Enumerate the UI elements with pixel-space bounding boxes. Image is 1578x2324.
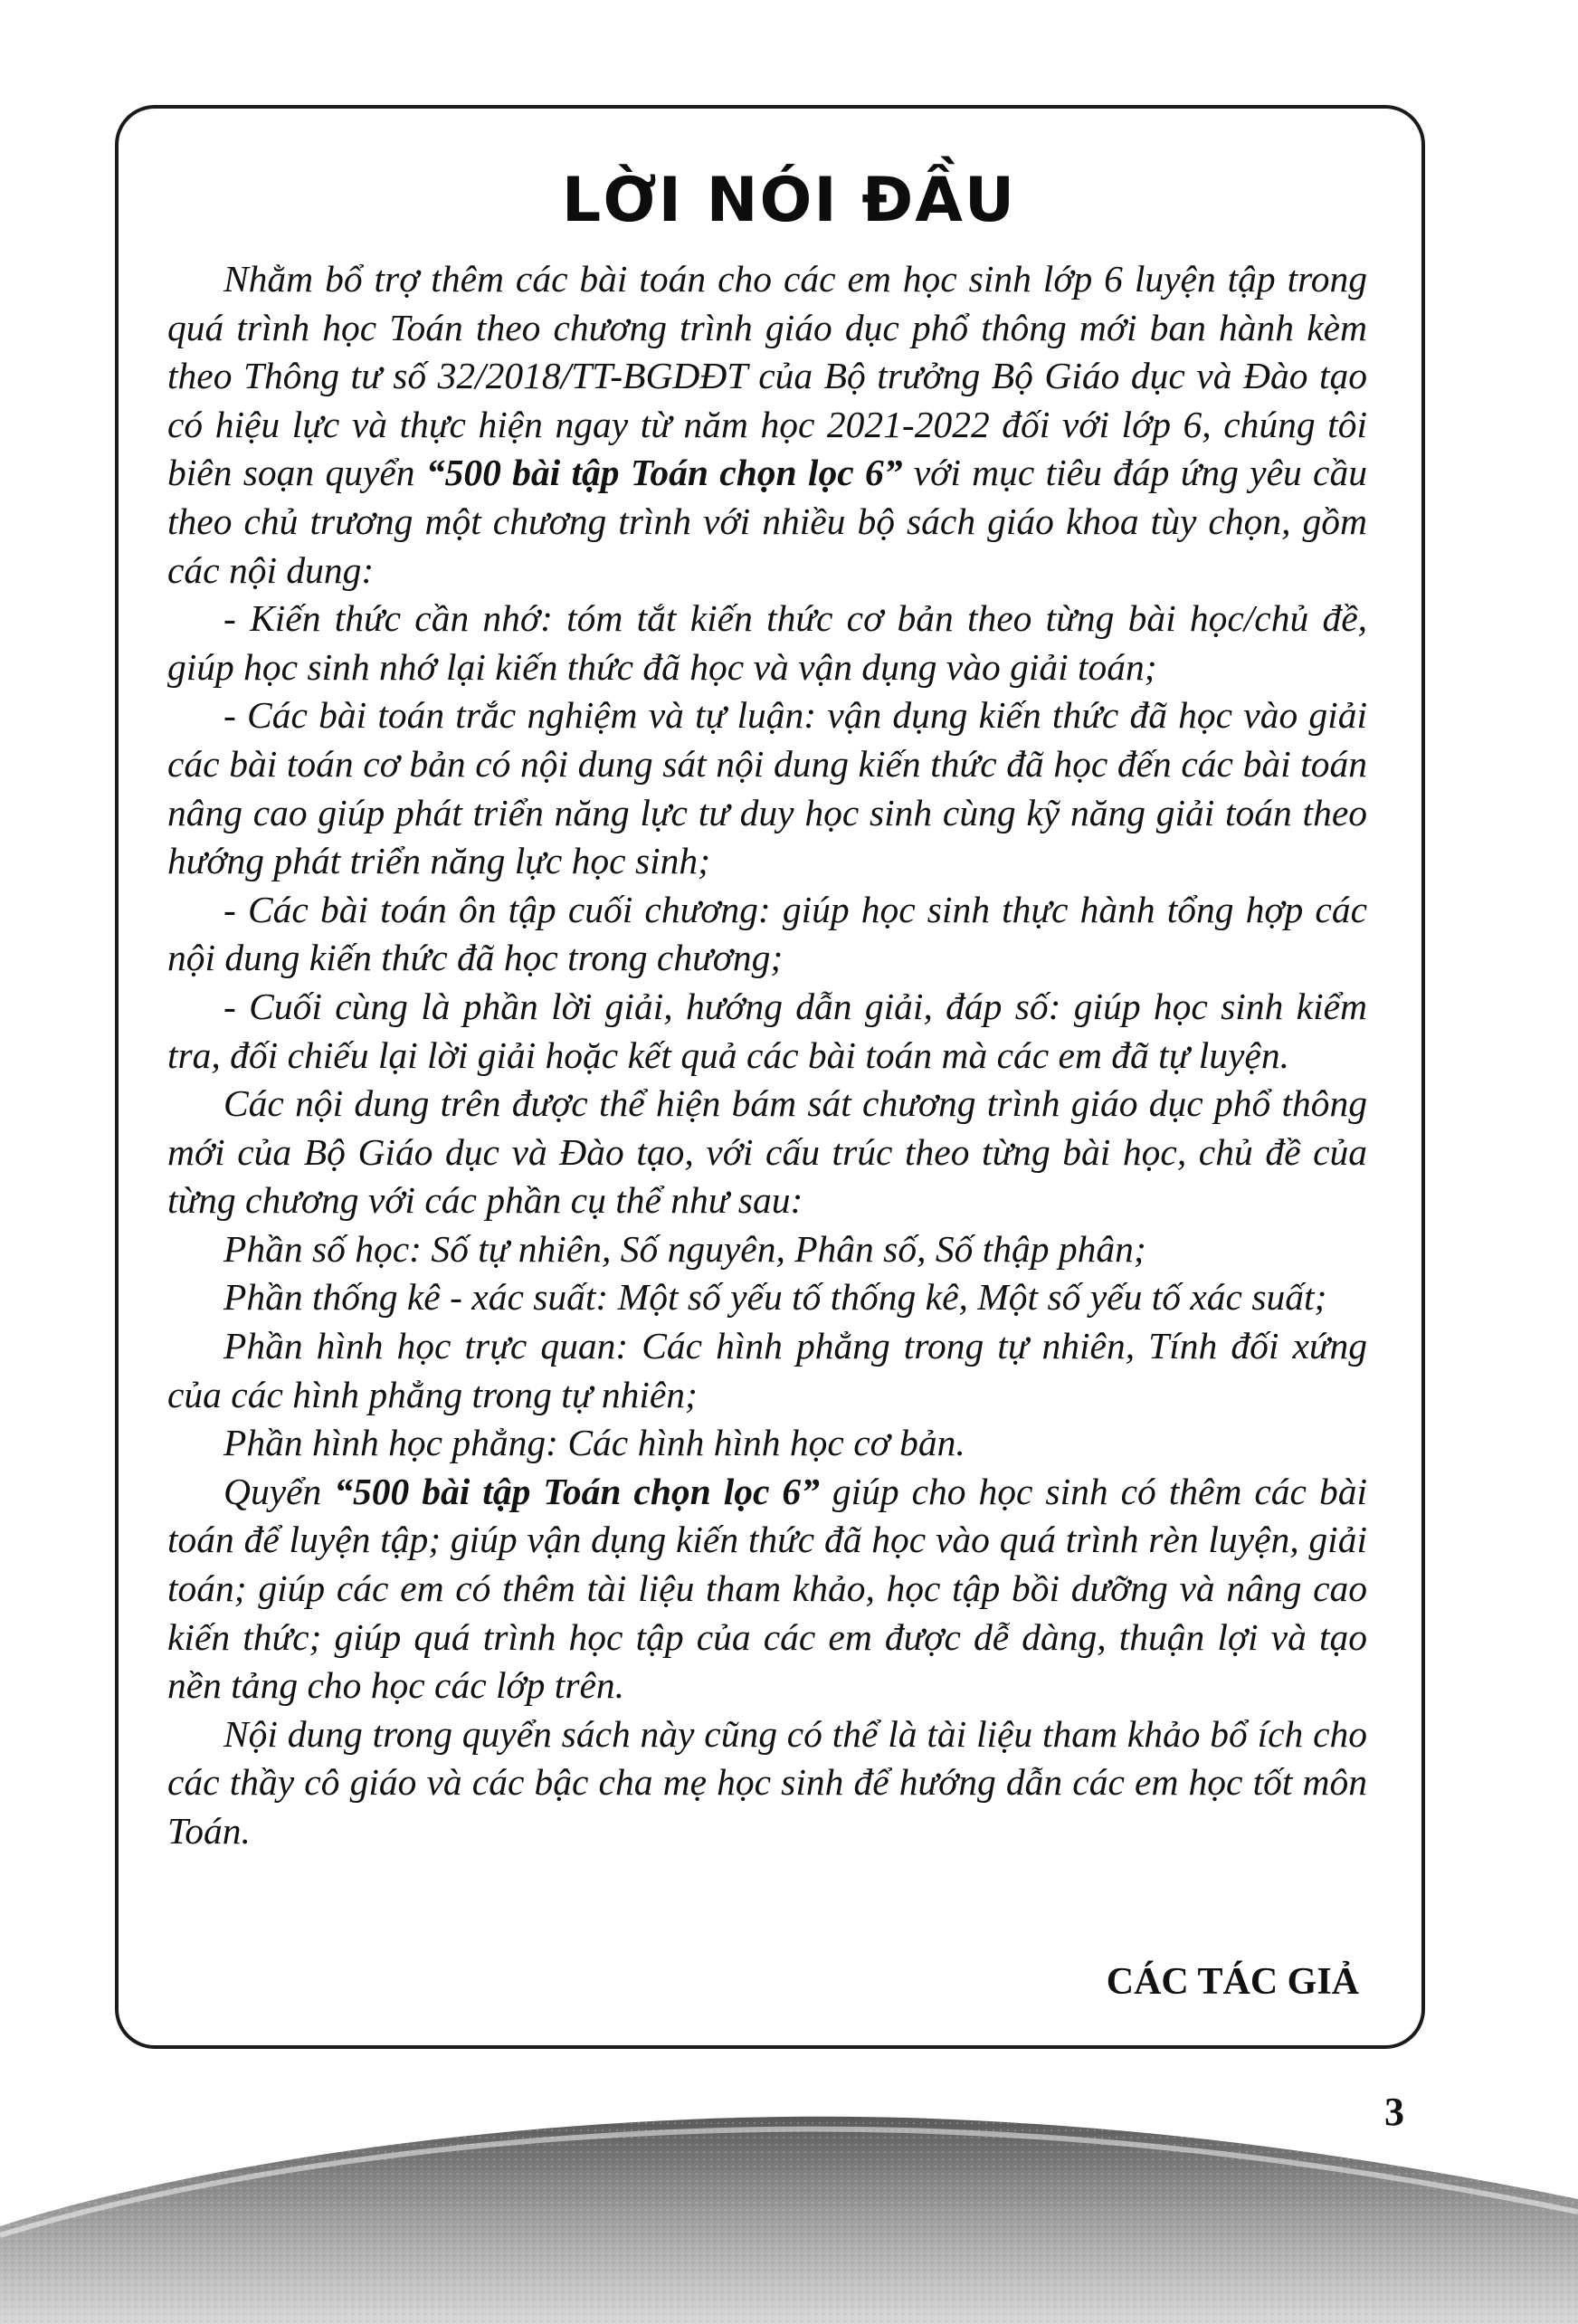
intro-text-2: với mục tiêu đáp ứng yêu cầu theo chủ trương một chương trình với nhiều bộ sách giáo khoa tùy chọn, gồm các nội dung: — [167, 452, 1367, 591]
preface-body — [167, 255, 1367, 1856]
content-item: - Các bài toán ôn tập cuối chương: giúp học sinh thực hành tổng hợp các nội dung kiến thức đã học trong chương; — [167, 888, 1367, 979]
book-title-ref: “500 bài tập Toán chọn lọc 6” — [334, 1470, 820, 1512]
part-item: Phần hình học trực quan: Các hình phẳng trong tự nhiên, Tính đối xứng của các hình phẳng trong tự nhiên; — [167, 1325, 1367, 1415]
book-title-ref: “500 bài tập Toán chọn lọc 6” — [425, 452, 903, 494]
page-title: LỜI NÓI ĐẦU — [561, 165, 1017, 236]
purpose-prefix: Quyển — [223, 1470, 335, 1512]
structure-paragraph: Các nội dung trên được thể hiện bám sát chương trình giáo dục phổ thông mới của Bộ Giáo dục và Đào tạo, với cấu trúc theo từng bài học, chủ đề của từng chương với các phần cụ thể như sau: — [167, 1082, 1367, 1222]
decorative-wave-footer — [0, 2100, 1578, 2324]
content-item: - Các bài toán trắc nghiệm và tự luận: vận dụng kiến thức đã học vào giải các bài toán cơ bản có nội dung sát nội dung kiến thức đã học đến các bài toán nâng cao giúp phát triển năng lực tư duy học sinh cùng kỹ năng giải toán theo hướng phát triển năng lực học sinh; — [167, 694, 1367, 882]
part-item: Phần thống kê - xác suất: Một số yếu tố thống kê, Một số yếu tố xác suất; — [223, 1276, 1327, 1319]
purpose-paragraph — [167, 1468, 1367, 1710]
signature: CÁC TÁC GIẢ — [1106, 1961, 1359, 2003]
part-item: Phần số học: Số tự nhiên, Số nguyên, Phân số, Số thập phân; — [223, 1227, 1146, 1270]
intro-text-1: Nhằm bổ trợ thêm các bài toán cho các em học sinh lớp 6 luyện tập trong quá trình học Toán theo chương trình giáo dục phổ thông mới ban hành kèm theo Thông tư số 32/2018/TT-BGDĐT của Bộ trưởng Bộ Giáo dục và Đào tạo có hiệu lực và thực hiện ngay từ năm học 2021-2022 đối với lớp 6, chúng tôi biên soạn quyển — [167, 258, 1367, 494]
part-item: Phần hình học phẳng: Các hình hình học cơ bản. — [223, 1422, 965, 1464]
content-item: - Cuối cùng là phần lời giải, hướng dẫn giải, đáp số: giúp học sinh kiểm tra, đối chiếu lại lời giải hoặc kết quả các bài toán mà các em đã tự luyện. — [167, 985, 1367, 1076]
content-item: - Kiến thức cần nhớ: tóm tắt kiến thức cơ bản theo từng bài học/chủ đề, giúp học sinh nhớ lại kiến thức đã học và vận dụng vào giải toán; — [167, 597, 1367, 688]
closing-paragraph: Nội dung trong quyển sách này cũng có thể là tài liệu tham khảo bổ ích cho các thầy cô giáo và các bậc cha mẹ học sinh để hướng dẫn các em học tốt môn Toán. — [167, 1712, 1367, 1852]
intro-paragraph — [167, 255, 1367, 595]
purpose-text: giúp cho học sinh có thêm các bài toán để luyện tập; giúp vận dụng kiến thức đã học vào quá trình rèn luyện, giải toán; giúp các em có thêm tài liệu tham khảo, học tập bồi dưỡng và nâng cao kiến thức; giúp quá trình học tập của các em được dễ dàng, thuận lợi và tạo nền tảng cho học các lớp trên. — [167, 1470, 1367, 1707]
page-number: 3 — [1384, 2090, 1404, 2134]
wave-grain — [0, 2117, 1578, 2324]
